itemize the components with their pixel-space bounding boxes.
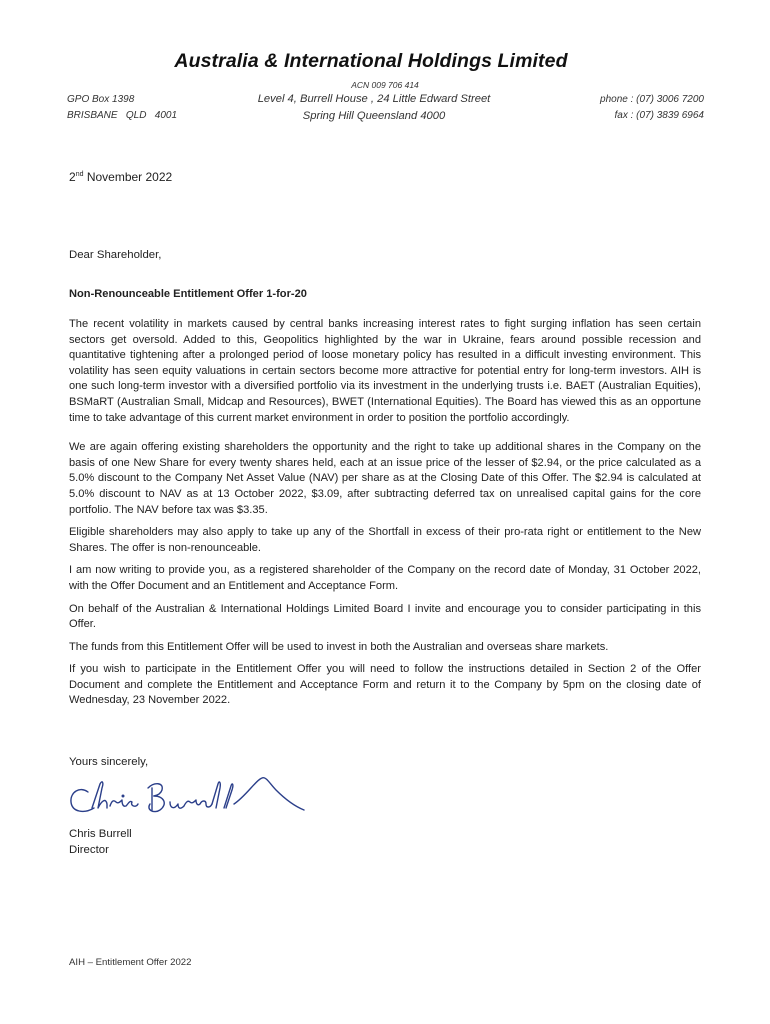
company-name: Australia & International Holdings Limited: [174, 50, 568, 72]
body-paragraph: Eligible shareholders may also apply to take up any of the Shortfall in excess of their pro-rata right or entitlement to the New Shares. The offer is non-renounceable.: [69, 526, 701, 554]
date-month-year: November 2022: [83, 170, 173, 184]
body-paragraph: On behalf of the Australian & International Holdings Limited Board I invite and encourage you to consider participating in this Offer.: [69, 602, 701, 631]
date-day: 2: [69, 170, 76, 184]
acn-number: ACN 009 706 414: [351, 80, 419, 90]
closing-phrase: Yours sincerely,: [69, 756, 149, 768]
body-paragraph: We are again offering existing shareholders the opportunity and the right to take up additional shares in the Company on the basis of one New Share for every twenty shares held, each at an issue price of the lesser of $2.94, or the price calculated as a 5.0% discount to the Company Net Asset Value (NAV) per share as at the Closing Date of this Offer. The $2.94 is calculated at 5.0% discount to NAV as at 13 October 2022, $3.09, after subtracting deferred tax on unrealised capital gains for the core portfolio. The NAV before tax was $3.35.: [69, 441, 701, 516]
phone-number: phone : (07) 3006 7200: [600, 94, 704, 105]
letter-date: [69, 170, 172, 184]
page-footer: AIH – Entitlement Offer 2022: [69, 957, 192, 968]
body-paragraph: I am now writing to provide you, as a registered shareholder of the Company on the record date of Monday, 31 October 2022, with the Offer Document and an Entitlement and Acceptance Form.: [69, 564, 701, 592]
fax-number: fax : (07) 3839 6964: [614, 109, 704, 121]
po-box-city-line: BRISBANE QLD 4001: [67, 109, 178, 121]
handwritten-signature: [66, 770, 316, 826]
signer-block: [69, 826, 132, 858]
body-paragraph: The funds from this Entitlement Offer will be used to invest in both the Australian and overseas share markets.: [69, 640, 609, 653]
body-paragraph: If you wish to participate in the Entitlement Offer you will need to follow the instructions detailed in Section 2 of the Offer Document and complete the Entitlement and Acceptance Form and return it to the Company by 5pm on the closing date of Wednesday, 23 November 2022.: [69, 663, 701, 707]
salutation: Dear Shareholder,: [69, 249, 162, 261]
contact-block: [600, 92, 704, 123]
street-address-line: Level 4, Burrell House , 24 Little Edward Street: [257, 93, 491, 105]
po-box-line: GPO Box 1398: [67, 94, 135, 105]
signer-name: Chris Burrell: [69, 828, 132, 840]
signer-title: Director: [69, 844, 109, 856]
suburb-line: Spring Hill Queensland 4000: [302, 109, 446, 122]
body-paragraph: The recent volatility in markets caused by central banks increasing interest rates to fight surging inflation has seen certain sectors get oversold. Added to this, Geopolitics highlighted by the war in Ukraine, fears around possible recession and quantitative tightening after a prolonged period of loose monetary policy has resulted in a difficult investing environment. This volatility has seen equity valuations in certain sectors become more attractive for potential entry for long-term investors. AIH is one such long-term investor with a diversified portfolio via its investment in the underlying trusts i.e. BAET (Australian Equities), BSMaRT (Australian Small, Midcap and Resources), BWET (International Equities). The Board has viewed this as an opportune time to take advantage of this current market environment in order to position the portfolio accordingly.: [69, 318, 701, 424]
date-suffix: nd: [75, 171, 84, 178]
letter-subject: Non-Renounceable Entitlement Offer 1-for-20: [69, 288, 307, 300]
letter-body: [69, 317, 701, 716]
